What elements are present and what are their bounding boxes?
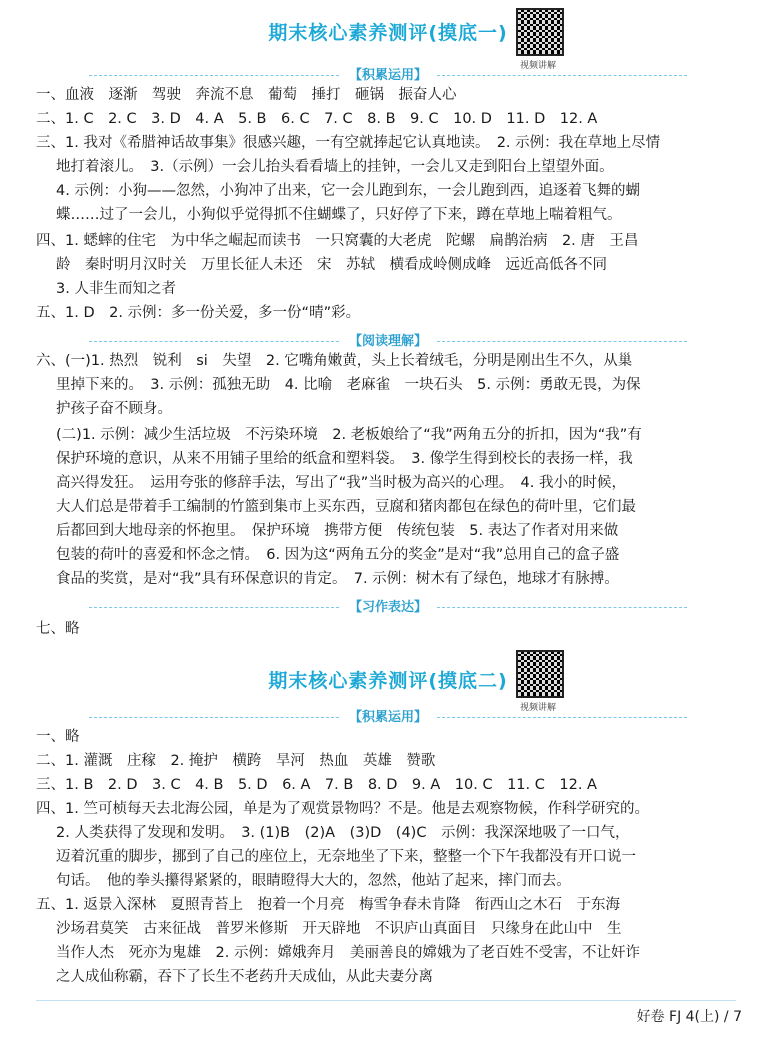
answer-line: 4. 示例：小狗——忽然，小狗冲了出来，它一会儿跑到东，一会儿跑到西，追逐着飞舞的蝴 (56, 183, 640, 199)
answer-line: 护孩子奋不顾身。 (56, 401, 172, 417)
answer-line: 食品的奖赏，是对“我”具有环保意识的肯定。 7. 示例：树木有了绿色，地球才有脉搏。 (56, 571, 619, 587)
answer-line: 高兴得发狂。 运用夸张的修辞手法，写出了“我”当时极为高兴的心理。 4. 我小的时候， (56, 475, 626, 491)
answer-line: 三、1. B 2. D 3. C 4. B 5. D 6. A 7. B 8. D 9. A 10. C 11. C 12. A (36, 777, 597, 793)
qr-code-icon[interactable] (516, 8, 564, 56)
answer-line: 七、略 (36, 621, 80, 637)
answer-line: 三、1. 我对《希腊神话故事集》很感兴趣，一有空就捧起它认真地读。 2. 示例：我在草地上尽情 (36, 135, 661, 151)
answer-line: 地打着滚儿。 3.（示例）一会儿抬头看看墙上的挂钟，一会儿又走到阳台上望望外面。 (56, 159, 614, 175)
answer-line: 一、略 (36, 729, 80, 745)
page-title-2: 期末核心素养测评(摸底二) (268, 670, 508, 692)
answer-line: 四、1. 竺可桢每天去北海公园，单是为了观赏景物吗？不是。他是去观察物候，作科学研究的。 (36, 801, 649, 817)
answer-line: 3. 人非生而知之者 (56, 281, 176, 297)
answer-line: 迈着沉重的脚步，挪到了自己的座位上，无奈地坐了下来，整整一个下午我都没有开口说一 (56, 849, 636, 865)
answer-line: (二)1. 示例：减少生活垃圾 不污染环境 2. 老板娘给了“我”两角五分的折扣，因为“我”有 (56, 427, 642, 443)
answer-line: 二、1. C 2. C 3. D 4. A 5. B 6. C 7. C 8. B 9. C 10. D 11. D 12. A (36, 111, 598, 127)
qr-code-icon[interactable] (516, 650, 564, 698)
answer-line: 包装的荷叶的喜爱和怀念之情。 6. 因为这“两角五分的奖金”是对“我”总用自己的盒子盛 (56, 547, 620, 563)
qr-label-2: 视频讲解 (519, 703, 556, 713)
answer-line: 六、(一)1. 热烈 锐利 si 失望 2. 它嘴角嫩黄，头上长着绒毛，分明是刚出生不久，从巢 (36, 353, 633, 369)
answer-line: 保护环境的意识，从来不用铺子里给的纸盒和塑料袋。 3. 像学生得到校长的表扬一样，我 (56, 451, 633, 467)
answer-line: 五、1. 返景入深林 夏照青苔上 抱着一个月亮 梅雪争春未肯降 衔西山之木石 于东海 (36, 897, 620, 913)
section-header: 【习作表达】 (0, 596, 776, 615)
answer-line: 二、1. 灌溉 庄稼 2. 掩护 横跨 旱河 热血 英雄 赞歌 (36, 753, 436, 769)
answer-line: 当作人杰 死亦为鬼雄 2. 示例：嫦娥奔月 美丽善良的嫦娥为了老百姓不受害，不让奸诈 (56, 945, 640, 961)
answer-line: 龄 秦时明月汉时关 万里长征人未还 宋 苏轼 横看成岭侧成峰 远近高低各不同 (56, 257, 607, 273)
answer-line: 里掉下来的。 3. 示例：孤独无助 4. 比喻 老麻雀 一块石头 5. 示例：勇敢无畏，为保 (56, 377, 641, 393)
answer-line: 四、1. 蟋蟀的住宅 为中华之崛起而读书 一只窝囊的大老虎 陀螺 扁鹊治病 2. 唐 王昌 (36, 233, 639, 249)
section-header: 【积累运用】 (0, 706, 776, 725)
section-header: 【阅读理解】 (0, 330, 776, 349)
section-header: 【积累运用】 (0, 64, 776, 83)
answer-line: 五、1. D 2. 示例：多一份关爱，多一份“晴”彩。 (36, 305, 361, 321)
answer-line: 大人们总是带着手工编制的竹篮到集市上买东西，豆腐和猪肉都包在绿色的荷叶里，它们最 (56, 499, 636, 515)
answer-line: 句话。 他的拳头攥得紧紧的，眼睛瞪得大大的，忽然，他站了起来，摔门而去。 (56, 873, 571, 889)
page-title-1: 期末核心素养测评(摸底一) (268, 22, 508, 44)
answer-line: 一、血液 逐渐 驾驶 奔流不息 葡萄 捶打 砸锅 振奋人心 (36, 87, 457, 103)
answer-line: 之人成仙称霸，吞下了长生不老药升天成仙，从此夫妻分离 (56, 969, 433, 985)
page-footer: 好卷 FJ 4(上) / 7 (636, 1009, 742, 1025)
answer-line: 蝶……过了一会儿，小狗似乎觉得抓不住蝴蝶了，只好停了下来，蹲在草地上喘着粗气。 (56, 207, 622, 223)
answer-line: 沙场君莫笑 古来征战 普罗米修斯 开天辟地 不识庐山真面目 只缘身在此山中 生 (56, 921, 622, 937)
answer-line: 2. 人类获得了发现和发明。 3. (1)B (2)A (3)D (4)C 示例：我深深地吸了一口气， (56, 825, 630, 841)
footer-divider (36, 1000, 736, 1001)
qr-label-1: 视频讲解 (519, 61, 556, 71)
answer-line: 后都回到大地母亲的怀抱里。 保护环境 携带方便 传统包装 5. 表达了作者对用来做 (56, 523, 619, 539)
